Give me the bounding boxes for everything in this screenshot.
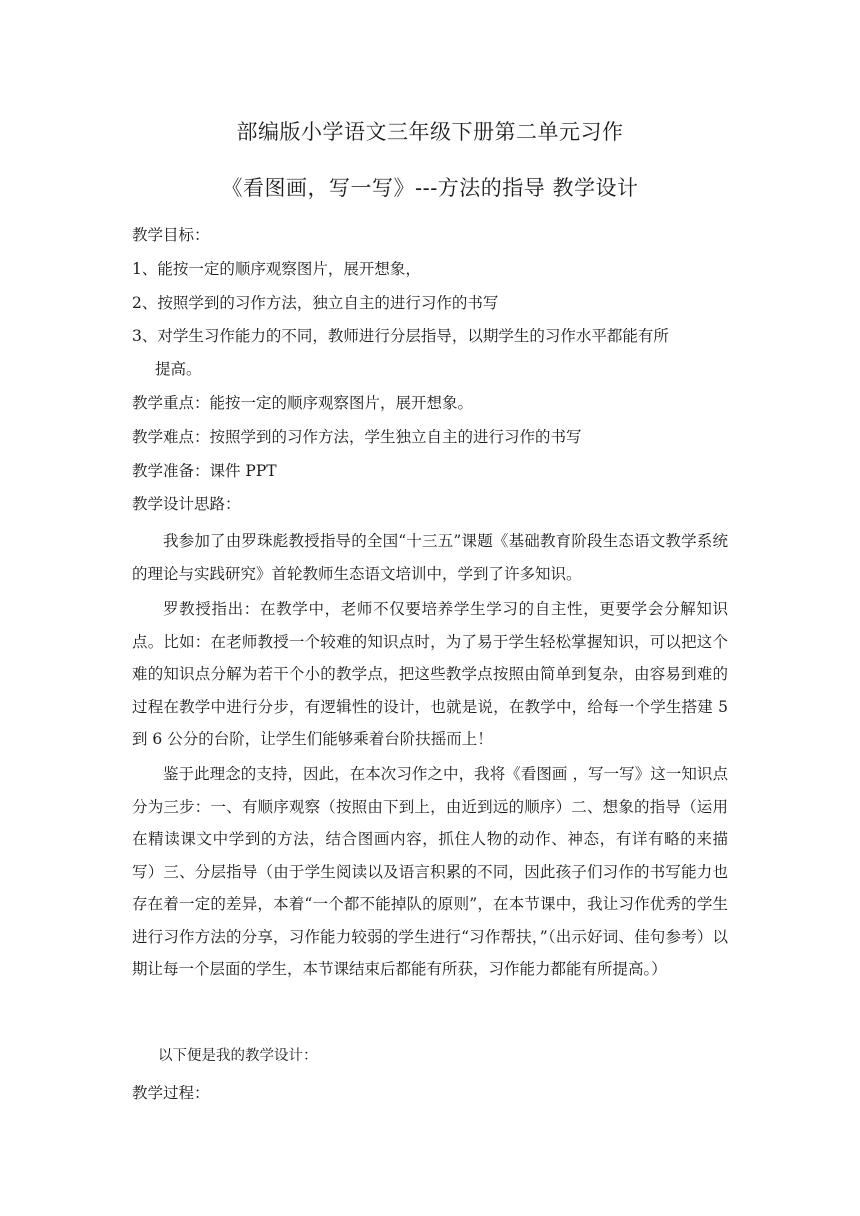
preparation: 教学准备：课件 PPT: [132, 462, 277, 480]
design-paragraph-1: 我参加了由罗珠彪教授指导的全国“十三五”课题《基础教育阶段生态语文教学系统的理论与实践研究》首轮教师生态语文培训中，学到了许多知识。: [132, 532, 728, 583]
process-heading: 教学过程：: [132, 1084, 210, 1102]
document-subtitle: 《看图画，写一写》---方法的指导 教学设计: [221, 176, 639, 200]
objective-item-2: 2、按照学到的习作方法，独立自主的进行习作的书写: [132, 294, 499, 312]
objective-item-3-continuation: 提高。: [155, 360, 202, 378]
design-paragraph-2: 罗教授指出：在教学中，老师不仅要培养学生学习的自主性，更要学会分解知识点。比如：在老师教授一个较难的知识点时，为了易于学生轻松掌握知识，可以把这个难的知识点分解为若干个小的教学点，把这些教学点按照由简单到复杂，由容易到难的过程在教学中进行分步，有逻辑性的设计，也就是说，在教学中，给每一个学生搭建 5 到 6 公分的台阶，让学生们能够乘着台阶扶摇而上！: [132, 600, 728, 748]
document-title: 部编版小学语文三年级下册第二单元习作: [236, 120, 624, 144]
objective-item-1: 1、能按一定的顺序观察图片，展开想象，: [132, 260, 421, 278]
difficult-point: 教学难点：按照学到的习作方法，学生独立自主的进行习作的书写: [132, 428, 582, 446]
design-heading: 教学设计思路：: [132, 495, 241, 513]
objective-item-3: 3、对学生习作能力的不同，教师进行分层指导，以期学生的习作水平都能有所: [132, 327, 669, 345]
key-point: 教学重点：能按一定的顺序观察图片，展开想象。: [132, 394, 474, 412]
intro-line: 以下便是我的教学设计：: [158, 1048, 318, 1064]
objectives-heading: 教学目标：: [132, 226, 210, 244]
design-paragraph-3: 鉴于此理念的支持，因此，在本次习作之中，我将《看图画 ，写一写》这一知识点分为三步：一、有顺序观察（按照由下到上，由近到远的顺序）二、想象的指导（运用在精读课文中学到的方法，结合图画内容，抓住人物的动作、神态，有详有略的来描写）三、分层指导（由于学生阅读以及语言积累的不同，因此孩子们习作的书写能力也存在着一定的差异，本着“一个都不能掉队的原则”，在本节课中，我让习作优秀的学生进行习作方法的分享，习作能力较弱的学生进行“习作帮扶，”（出示好词、佳句参考）以期让每一个层面的学生，本节课结束后都能有所获，习作能力都能有所提高。）: [132, 765, 728, 978]
